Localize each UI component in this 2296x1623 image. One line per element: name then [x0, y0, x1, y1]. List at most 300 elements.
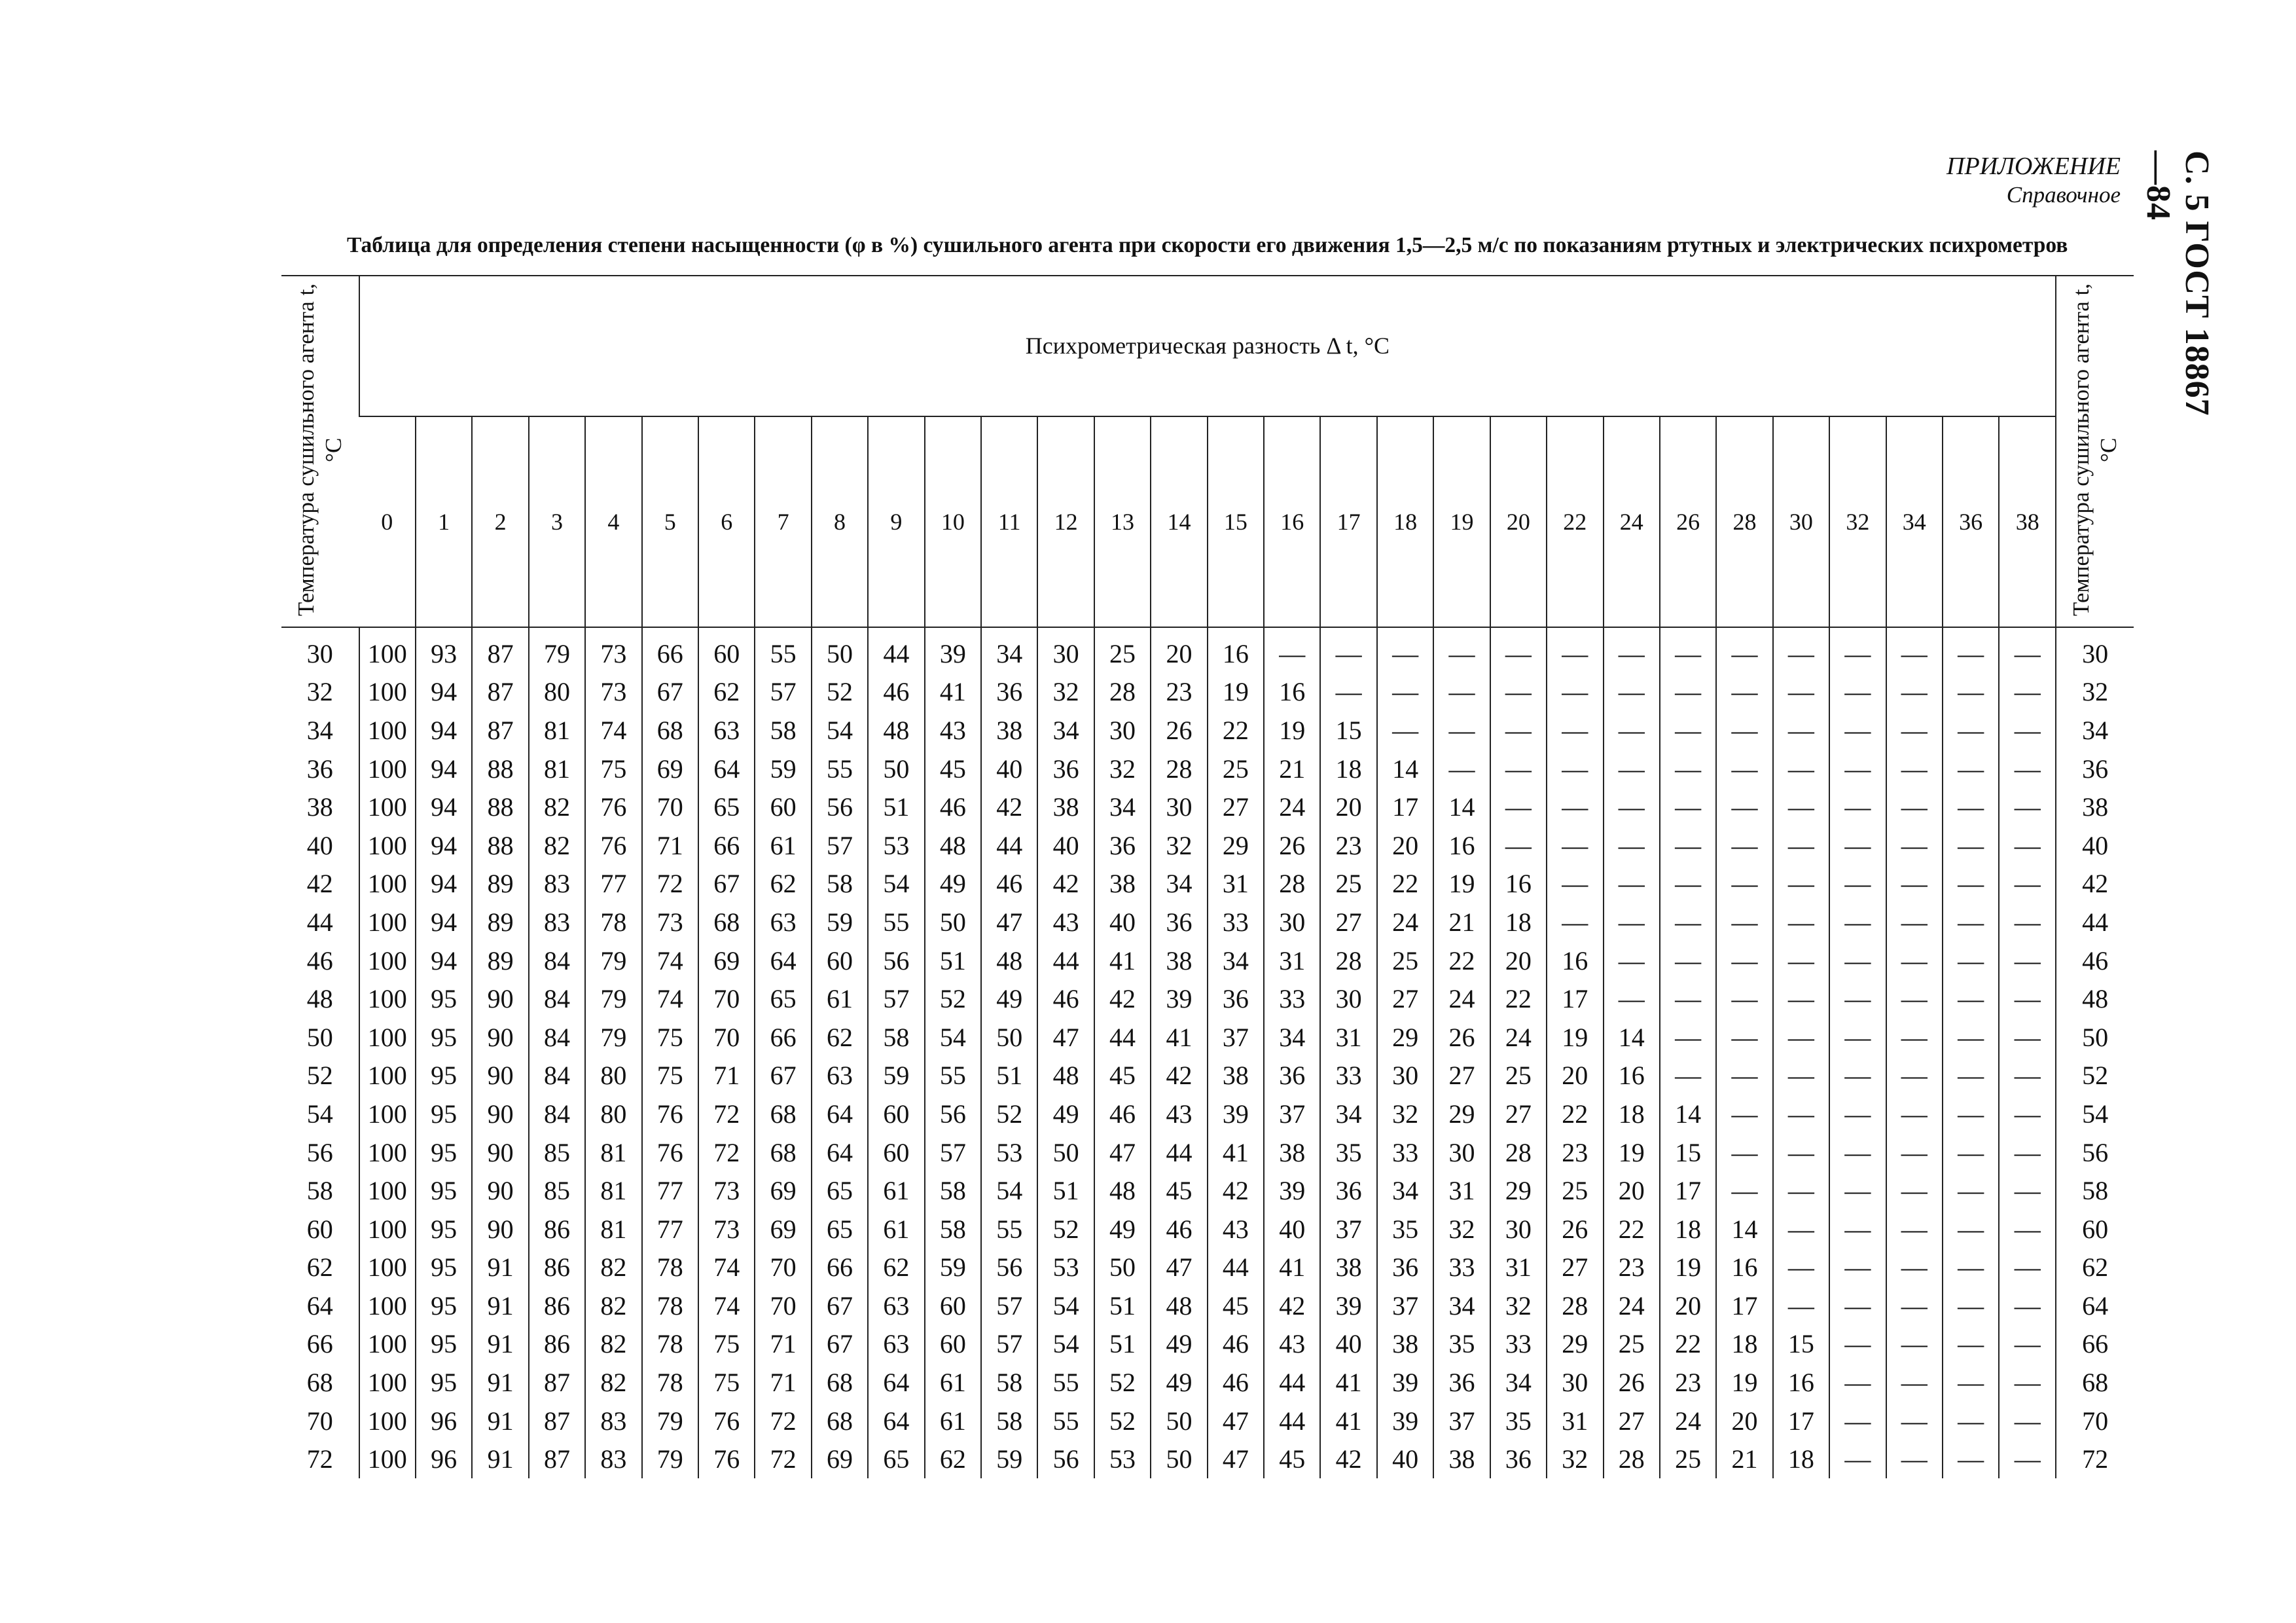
- value-cell: 90: [472, 1171, 528, 1210]
- value-cell: —: [1490, 788, 1547, 826]
- value-cell: 28: [1094, 673, 1151, 712]
- value-cell: —: [1716, 979, 1772, 1018]
- value-cell: —: [1773, 903, 1829, 941]
- value-cell: 100: [359, 1057, 416, 1095]
- value-cell: 100: [359, 1440, 416, 1478]
- value-cell: 30: [1037, 627, 1094, 673]
- column-header: 15: [1208, 416, 1264, 627]
- value-cell: 16: [1433, 826, 1490, 865]
- value-cell: 36: [1264, 1057, 1320, 1095]
- value-cell: 100: [359, 1095, 416, 1133]
- value-cell: 38: [1320, 1249, 1376, 1287]
- value-cell: —: [1660, 979, 1716, 1018]
- value-cell: 82: [585, 1249, 641, 1287]
- value-cell: 47: [1037, 1018, 1094, 1057]
- appendix-title: ПРИЛОЖЕНИЕ: [1946, 153, 2121, 180]
- value-cell: 79: [585, 941, 641, 980]
- value-cell: 43: [1037, 903, 1094, 941]
- value-cell: 67: [812, 1325, 868, 1364]
- value-cell: 18: [1773, 1440, 1829, 1478]
- value-cell: 73: [585, 673, 641, 712]
- value-cell: 77: [642, 1171, 698, 1210]
- value-cell: 52: [981, 1095, 1037, 1133]
- value-cell: 48: [868, 711, 924, 750]
- value-cell: —: [1943, 1171, 1999, 1210]
- column-header: 9: [868, 416, 924, 627]
- value-cell: 63: [868, 1286, 924, 1325]
- value-cell: 58: [868, 1018, 924, 1057]
- value-cell: 62: [925, 1440, 981, 1478]
- column-header: 28: [1716, 416, 1772, 627]
- value-cell: 74: [642, 979, 698, 1018]
- value-cell: 100: [359, 1249, 416, 1287]
- value-cell: 91: [472, 1249, 528, 1287]
- value-cell: —: [1716, 627, 1772, 673]
- value-cell: 90: [472, 1018, 528, 1057]
- value-cell: —: [1943, 1363, 1999, 1402]
- value-cell: —: [1829, 979, 1886, 1018]
- value-cell: 84: [529, 1018, 585, 1057]
- value-cell: 65: [812, 1171, 868, 1210]
- value-cell: 15: [1773, 1325, 1829, 1364]
- value-cell: 52: [1094, 1402, 1151, 1440]
- value-cell: —: [1604, 903, 1660, 941]
- value-cell: 80: [585, 1095, 641, 1133]
- value-cell: 18: [1490, 903, 1547, 941]
- value-cell: 80: [585, 1057, 641, 1095]
- value-cell: 53: [981, 1133, 1037, 1172]
- value-cell: —: [1547, 788, 1603, 826]
- value-cell: 64: [868, 1402, 924, 1440]
- value-cell: 69: [812, 1440, 868, 1478]
- value-cell: —: [1604, 750, 1660, 788]
- value-cell: 69: [755, 1210, 811, 1249]
- value-cell: 39: [1264, 1171, 1320, 1210]
- table-row: [281, 627, 2134, 673]
- value-cell: 75: [698, 1325, 755, 1364]
- appendix-subtitle: Справочное: [2006, 182, 2121, 208]
- temperature-cell-right: 46: [2056, 941, 2134, 980]
- value-cell: —: [1773, 826, 1829, 865]
- value-cell: 79: [585, 1018, 641, 1057]
- temperature-cell: 68: [306, 1368, 333, 1398]
- value-cell: 55: [925, 1057, 981, 1095]
- value-cell: 100: [359, 865, 416, 903]
- value-cell: 61: [812, 979, 868, 1018]
- value-cell: 100: [359, 1171, 416, 1210]
- value-cell: 51: [981, 1057, 1037, 1095]
- value-cell: 40: [1377, 1440, 1433, 1478]
- value-cell: 38: [1264, 1133, 1320, 1172]
- value-cell: 76: [585, 826, 641, 865]
- value-cell: 35: [1490, 1402, 1547, 1440]
- value-cell: 44: [1094, 1018, 1151, 1057]
- value-cell: 71: [755, 1325, 811, 1364]
- value-cell: 34: [1433, 1286, 1490, 1325]
- value-cell: 75: [642, 1057, 698, 1095]
- value-cell: 64: [812, 1133, 868, 1172]
- value-cell: 40: [1094, 903, 1151, 941]
- value-cell: 16: [1773, 1363, 1829, 1402]
- value-cell: —: [1886, 711, 1943, 750]
- value-cell: 26: [1547, 1210, 1603, 1249]
- value-cell: 72: [755, 1440, 811, 1478]
- value-cell: —: [1829, 941, 1886, 980]
- value-cell: 68: [642, 711, 698, 750]
- value-cell: 25: [1490, 1057, 1547, 1095]
- value-cell: —: [1829, 1095, 1886, 1133]
- value-cell: 14: [1716, 1210, 1772, 1249]
- value-cell: —: [1886, 1440, 1943, 1478]
- value-cell: 95: [416, 1325, 472, 1364]
- value-cell: —: [1886, 627, 1943, 673]
- value-cell: 43: [1208, 1210, 1264, 1249]
- value-cell: 72: [642, 865, 698, 903]
- value-cell: 62: [698, 673, 755, 712]
- value-cell: 74: [698, 1249, 755, 1287]
- value-cell: —: [1660, 750, 1716, 788]
- value-cell: —: [1660, 941, 1716, 980]
- column-header: 0: [359, 416, 416, 627]
- temperature-cell-right: 60: [2056, 1210, 2134, 1249]
- value-cell: 42: [1264, 1286, 1320, 1325]
- value-cell: 84: [529, 1057, 585, 1095]
- value-cell: 41: [1094, 941, 1151, 980]
- value-cell: —: [1943, 788, 1999, 826]
- value-cell: 61: [868, 1171, 924, 1210]
- table-row: [281, 750, 2134, 788]
- value-cell: 66: [755, 1018, 811, 1057]
- table-row: [281, 711, 2134, 750]
- value-cell: 78: [642, 1363, 698, 1402]
- value-cell: 39: [1377, 1402, 1433, 1440]
- value-cell: 51: [868, 788, 924, 826]
- value-cell: 49: [925, 865, 981, 903]
- table-row: [281, 903, 2134, 941]
- value-cell: 57: [868, 979, 924, 1018]
- value-cell: 23: [1320, 826, 1376, 865]
- value-cell: 29: [1208, 826, 1264, 865]
- value-cell: 42: [1208, 1171, 1264, 1210]
- value-cell: —: [1773, 673, 1829, 712]
- value-cell: 100: [359, 750, 416, 788]
- value-cell: 39: [1320, 1286, 1376, 1325]
- value-cell: 100: [359, 1210, 416, 1249]
- value-cell: 93: [416, 627, 472, 673]
- value-cell: 90: [472, 1133, 528, 1172]
- value-cell: 28: [1490, 1133, 1547, 1172]
- value-cell: 35: [1377, 1210, 1433, 1249]
- value-cell: 62: [812, 1018, 868, 1057]
- value-cell: —: [1660, 788, 1716, 826]
- table-row: [281, 826, 2134, 865]
- value-cell: 100: [359, 1363, 416, 1402]
- table-row: [281, 1057, 2134, 1095]
- value-cell: 41: [1151, 1018, 1207, 1057]
- temperature-cell: 44: [306, 907, 333, 937]
- value-cell: 61: [868, 1210, 924, 1249]
- column-header: 4: [585, 416, 641, 627]
- value-cell: —: [1999, 788, 2056, 826]
- value-cell: 49: [981, 979, 1037, 1018]
- value-cell: 35: [1320, 1133, 1376, 1172]
- value-cell: 94: [416, 903, 472, 941]
- temperature-cell-right: 34: [2056, 711, 2134, 750]
- value-cell: 86: [529, 1325, 585, 1364]
- temperature-cell-right: 32: [2056, 673, 2134, 712]
- column-header: 14: [1151, 416, 1207, 627]
- table-row: [281, 865, 2134, 903]
- value-cell: 79: [642, 1402, 698, 1440]
- value-cell: 25: [1094, 627, 1151, 673]
- value-cell: 70: [642, 788, 698, 826]
- temperature-cell: 54: [306, 1099, 333, 1129]
- value-cell: 58: [925, 1210, 981, 1249]
- value-cell: —: [1604, 941, 1660, 980]
- value-cell: 50: [981, 1018, 1037, 1057]
- value-cell: 90: [472, 1095, 528, 1133]
- value-cell: 77: [585, 865, 641, 903]
- value-cell: 100: [359, 979, 416, 1018]
- value-cell: 66: [642, 627, 698, 673]
- value-cell: 55: [755, 627, 811, 673]
- value-cell: —: [1943, 865, 1999, 903]
- value-cell: 78: [642, 1286, 698, 1325]
- temperature-cell: 72: [306, 1444, 333, 1474]
- value-cell: 31: [1264, 941, 1320, 980]
- value-cell: 65: [868, 1440, 924, 1478]
- value-cell: 32: [1037, 673, 1094, 712]
- value-cell: 38: [1433, 1440, 1490, 1478]
- value-cell: 48: [1151, 1286, 1207, 1325]
- value-cell: 14: [1433, 788, 1490, 826]
- value-cell: 35: [1433, 1325, 1490, 1364]
- column-header: 26: [1660, 416, 1716, 627]
- value-cell: —: [1999, 865, 2056, 903]
- value-cell: —: [1943, 1057, 1999, 1095]
- value-cell: 50: [1151, 1402, 1207, 1440]
- value-cell: 15: [1660, 1133, 1716, 1172]
- value-cell: —: [1320, 627, 1376, 673]
- value-cell: 75: [585, 750, 641, 788]
- value-cell: 51: [1094, 1286, 1151, 1325]
- table-row: [281, 1095, 2134, 1133]
- value-cell: 33: [1433, 1249, 1490, 1287]
- value-cell: —: [1660, 865, 1716, 903]
- value-cell: 63: [812, 1057, 868, 1095]
- value-cell: —: [1547, 865, 1603, 903]
- value-cell: —: [1433, 627, 1490, 673]
- value-cell: 51: [1037, 1171, 1094, 1210]
- value-cell: 27: [1433, 1057, 1490, 1095]
- value-cell: 32: [1151, 826, 1207, 865]
- column-header: 17: [1320, 416, 1376, 627]
- value-cell: —: [1886, 826, 1943, 865]
- value-cell: 52: [1094, 1363, 1151, 1402]
- value-cell: 32: [1547, 1440, 1603, 1478]
- value-cell: —: [1886, 1057, 1943, 1095]
- value-cell: —: [1547, 903, 1603, 941]
- temperature-cell: 56: [306, 1137, 333, 1167]
- value-cell: 87: [472, 627, 528, 673]
- value-cell: 46: [1151, 1210, 1207, 1249]
- temperature-cell: 36: [306, 754, 333, 784]
- value-cell: —: [1773, 1133, 1829, 1172]
- value-cell: 34: [1094, 788, 1151, 826]
- value-cell: 20: [1151, 627, 1207, 673]
- value-cell: 69: [642, 750, 698, 788]
- value-cell: 34: [1264, 1018, 1320, 1057]
- value-cell: —: [1604, 673, 1660, 712]
- value-cell: 55: [812, 750, 868, 788]
- value-cell: 95: [416, 1286, 472, 1325]
- value-cell: 68: [698, 903, 755, 941]
- value-cell: —: [1886, 1171, 1943, 1210]
- value-cell: 20: [1547, 1057, 1603, 1095]
- value-cell: 37: [1377, 1286, 1433, 1325]
- value-cell: 26: [1433, 1018, 1490, 1057]
- temperature-cell-right: 56: [2056, 1133, 2134, 1172]
- value-cell: —: [1716, 826, 1772, 865]
- table-row: [281, 788, 2134, 826]
- value-cell: 60: [755, 788, 811, 826]
- temperature-cell-right: 68: [2056, 1363, 2134, 1402]
- value-cell: 27: [1320, 903, 1376, 941]
- value-cell: 42: [1151, 1057, 1207, 1095]
- value-cell: 60: [868, 1133, 924, 1172]
- value-cell: —: [1660, 1057, 1716, 1095]
- value-cell: 96: [416, 1440, 472, 1478]
- value-cell: 71: [642, 826, 698, 865]
- value-cell: 18: [1320, 750, 1376, 788]
- value-cell: 63: [698, 711, 755, 750]
- value-cell: 86: [529, 1286, 585, 1325]
- value-cell: —: [1773, 941, 1829, 980]
- value-cell: 26: [1264, 826, 1320, 865]
- value-cell: 49: [1037, 1095, 1094, 1133]
- value-cell: 50: [812, 627, 868, 673]
- value-cell: 82: [585, 1363, 641, 1402]
- temperature-cell-right: 36: [2056, 750, 2134, 788]
- value-cell: 76: [642, 1133, 698, 1172]
- value-cell: —: [1547, 627, 1603, 673]
- value-cell: 37: [1433, 1402, 1490, 1440]
- table-row: [281, 1249, 2134, 1287]
- value-cell: 67: [755, 1057, 811, 1095]
- value-cell: —: [1886, 1249, 1943, 1287]
- value-cell: 38: [1094, 865, 1151, 903]
- value-cell: —: [1943, 1440, 1999, 1478]
- value-cell: 37: [1208, 1018, 1264, 1057]
- value-cell: 50: [868, 750, 924, 788]
- value-cell: —: [1886, 903, 1943, 941]
- value-cell: 59: [755, 750, 811, 788]
- value-cell: —: [1829, 903, 1886, 941]
- value-cell: 18: [1660, 1210, 1716, 1249]
- value-cell: 62: [868, 1249, 924, 1287]
- value-cell: 34: [1151, 865, 1207, 903]
- value-cell: 28: [1264, 865, 1320, 903]
- value-cell: —: [1999, 903, 2056, 941]
- value-cell: 23: [1547, 1133, 1603, 1172]
- value-cell: 73: [698, 1171, 755, 1210]
- column-header: 22: [1547, 416, 1603, 627]
- value-cell: 16: [1490, 865, 1547, 903]
- value-cell: —: [1829, 1249, 1886, 1287]
- value-cell: 46: [1208, 1325, 1264, 1364]
- value-cell: —: [1773, 1286, 1829, 1325]
- table-row: [281, 979, 2134, 1018]
- value-cell: —: [1773, 865, 1829, 903]
- value-cell: 79: [529, 627, 585, 673]
- value-cell: 29: [1547, 1325, 1603, 1364]
- value-cell: —: [1999, 979, 2056, 1018]
- value-cell: 34: [981, 627, 1037, 673]
- value-cell: 32: [1490, 1286, 1547, 1325]
- value-cell: 76: [698, 1440, 755, 1478]
- value-cell: 78: [585, 903, 641, 941]
- value-cell: 83: [585, 1402, 641, 1440]
- value-cell: 46: [925, 788, 981, 826]
- value-cell: 28: [1547, 1286, 1603, 1325]
- table-row: [281, 1171, 2134, 1210]
- value-cell: 56: [1037, 1440, 1094, 1478]
- value-cell: 58: [981, 1363, 1037, 1402]
- value-cell: —: [1943, 750, 1999, 788]
- temperature-cell: 62: [306, 1252, 333, 1283]
- page-title: С. 5 ГОСТ 18867—84: [2140, 151, 2215, 416]
- value-cell: 30: [1547, 1363, 1603, 1402]
- column-header: 32: [1829, 416, 1886, 627]
- value-cell: —: [1999, 1286, 2056, 1325]
- table-caption: Таблица для определения степени насыщенности (φ в %) сушильного агента при скорости его движения 1,5—2,5 м/с по показаниям ртутных и электрических психрометров: [347, 233, 2068, 257]
- value-cell: 27: [1490, 1095, 1547, 1133]
- value-cell: 81: [529, 711, 585, 750]
- value-cell: —: [1886, 673, 1943, 712]
- value-cell: 52: [925, 979, 981, 1018]
- value-cell: 42: [1037, 865, 1094, 903]
- value-cell: 56: [812, 788, 868, 826]
- value-cell: 44: [1264, 1402, 1320, 1440]
- value-cell: 51: [1094, 1325, 1151, 1364]
- value-cell: 54: [812, 711, 868, 750]
- value-cell: 74: [642, 941, 698, 980]
- value-cell: 59: [981, 1440, 1037, 1478]
- column-header: 20: [1490, 416, 1547, 627]
- value-cell: 36: [1151, 903, 1207, 941]
- value-cell: 100: [359, 1286, 416, 1325]
- value-cell: —: [1660, 627, 1716, 673]
- value-cell: 46: [1208, 1363, 1264, 1402]
- column-header: 19: [1433, 416, 1490, 627]
- value-cell: —: [1943, 1018, 1999, 1057]
- value-cell: 82: [585, 1286, 641, 1325]
- value-cell: 24: [1433, 979, 1490, 1018]
- value-cell: —: [1999, 1095, 2056, 1133]
- value-cell: 30: [1094, 711, 1151, 750]
- temperature-cell-right: 70: [2056, 1402, 2134, 1440]
- value-cell: —: [1829, 673, 1886, 712]
- value-cell: —: [1999, 1363, 2056, 1402]
- value-cell: 47: [1208, 1440, 1264, 1478]
- value-cell: 44: [1264, 1363, 1320, 1402]
- value-cell: 73: [642, 903, 698, 941]
- table-row: [281, 1133, 2134, 1172]
- value-cell: 88: [472, 826, 528, 865]
- value-cell: —: [1660, 1018, 1716, 1057]
- column-header: 13: [1094, 416, 1151, 627]
- temperature-cell-right: 50: [2056, 1018, 2134, 1057]
